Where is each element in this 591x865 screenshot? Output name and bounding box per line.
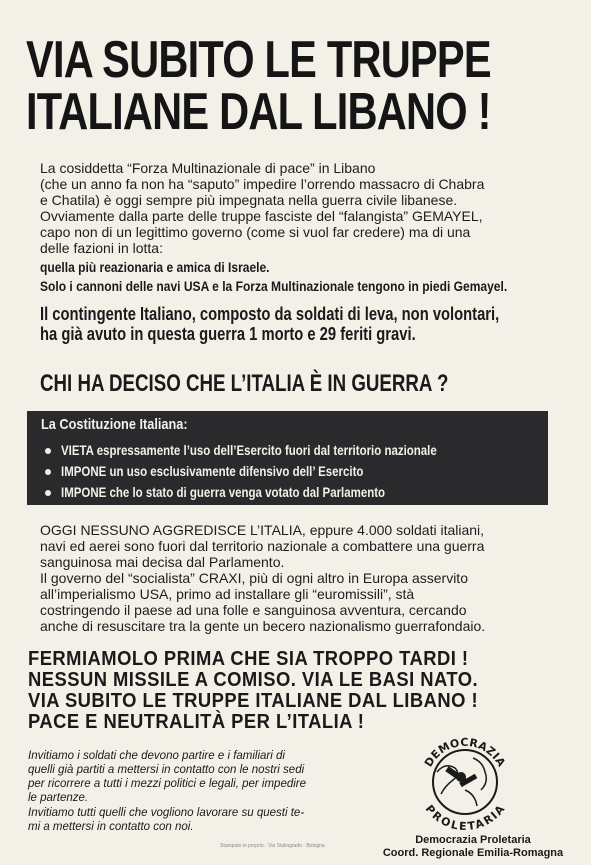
printer-note: Stampato in proprio · Via Stalingrado · Bologna xyxy=(220,843,325,849)
slogan-line: NESSUN MISSILE A COMISO. VIA LE BASI NATO. xyxy=(28,669,479,691)
logo-top-text: DEMOCRAZIA xyxy=(421,735,509,770)
svg-text:DEMOCRAZIA xyxy=(422,736,508,769)
constitution-title: La Costituzione Italiana: xyxy=(41,416,188,433)
intro-paragraph xyxy=(40,160,560,256)
bullet-icon xyxy=(45,469,51,475)
today-paragraph xyxy=(40,522,560,634)
intro-line: capo non di un legittimo governo (come si vuol far credere) ma di una xyxy=(40,224,471,240)
intro-line: delle fazioni in lotta: xyxy=(40,240,163,256)
slogan-line: PACE E NEUTRALITÀ PER L’ITALIA ! xyxy=(28,711,365,733)
contingent-line-2: ha già avuto in questa guerra 1 morto e 29 feriti gravi. xyxy=(40,324,416,344)
invitation-paragraph-1 xyxy=(28,749,358,805)
invitation-paragraph-2 xyxy=(28,806,358,834)
today-line: navi ed aerei sono fuori dal territorio nazionale a combattere una guerra xyxy=(40,538,485,554)
slogan-line: VIA SUBITO LE TRUPPE ITALIANE DAL LIBANO ! xyxy=(28,690,479,712)
intro-line: Ovviamente dalla parte delle truppe fasciste del “falangista” GEMAYEL, xyxy=(40,208,483,224)
slogan-line: FERMIAMOLO PRIMA CHE SIA TROPPO TARDI ! xyxy=(28,648,469,670)
intro-bold-line-2: Solo i cannoni delle navi USA e la Forza Multinazionale tengono in piedi Gemayel. xyxy=(40,278,508,294)
invitation-line: quelli già partiti a mettersi in contatto con le nostri sedi xyxy=(28,764,305,776)
bullet-icon xyxy=(45,448,51,454)
constitution-item-text: VIETA espressamente l’uso dell’Esercito fuori dal territorio nazionale xyxy=(61,442,437,458)
headline-line-1: VIA SUBITO LE TRUPPE xyxy=(26,31,491,89)
constitution-item-text: IMPONE che lo stato di guerra venga votato dal Parlamento xyxy=(61,484,386,500)
svg-text:PROLETARIA xyxy=(423,802,508,832)
intro-line: e Chatila) è oggi sempre più impegnata nella guerra civile libanese. xyxy=(40,192,458,208)
constitution-box xyxy=(27,411,548,505)
democrazia-proletaria-logo xyxy=(415,732,515,832)
invitation-line: mi a mettersi in contatto con noi. xyxy=(28,821,194,833)
headline-line-2: ITALIANE DAL LIBANO ! xyxy=(26,83,491,141)
organization-name: Democrazia Proletaria xyxy=(415,834,531,846)
invitation-line: Invitiamo tutti quelli che vogliono lavorare su questi te- xyxy=(28,807,305,819)
intro-bold-line-1: quella più reazionaria e amica di Israele. xyxy=(40,259,270,275)
today-line: costringendo il paese ad una folle e sanguinosa avventura, cercando xyxy=(40,602,467,618)
today-line: OGGI NESSUNO AGGREDISCE L’ITALIA, eppure 4.000 soldati italiani, xyxy=(40,522,485,538)
intro-line: (che un anno fa non ha “saputo” impedire l’orrendo massacro di Chabra xyxy=(40,176,485,192)
invitation-line: Invitiamo i soldati che devono partire e i familiari di xyxy=(28,750,285,762)
today-line: all’imperialismo USA, primo ad installare gli “euromissili”, stà xyxy=(40,586,415,602)
intro-line: La cosiddetta “Forza Multinazionale di pace” in Libano xyxy=(40,160,376,176)
section-question-title: CHI HA DECISO CHE L’ITALIA È IN GUERRA ? xyxy=(40,370,449,397)
today-line: sanguinosa mai decisa dal Parlamento. xyxy=(40,554,285,570)
contingent-line-1: Il contingente Italiano, composto da soldati di leva, non volontari, xyxy=(40,304,500,324)
logo-bottom-text: PROLETARIA xyxy=(422,802,508,832)
bullet-icon xyxy=(45,490,51,496)
invitation-line: per ricorrere a tutti i mezzi politici e legali, per impedire xyxy=(28,778,307,790)
constitution-item xyxy=(45,484,456,500)
organization-region: Coord. Regionale Emilia-Romagna xyxy=(382,847,564,859)
invitation-line: le partenze. xyxy=(28,792,89,804)
today-line: anche di resuscitare tra la gente un becero nazionalismo guerrafondaio. xyxy=(40,618,486,634)
constitution-item-text: IMPONE un uso esclusivamente difensivo dell’ Esercito xyxy=(61,463,364,479)
today-line: Il governo del “socialista” CRAXI, più di ogni altro in Europa asservito xyxy=(40,570,468,586)
constitution-item xyxy=(45,442,519,458)
constitution-item xyxy=(45,463,430,479)
